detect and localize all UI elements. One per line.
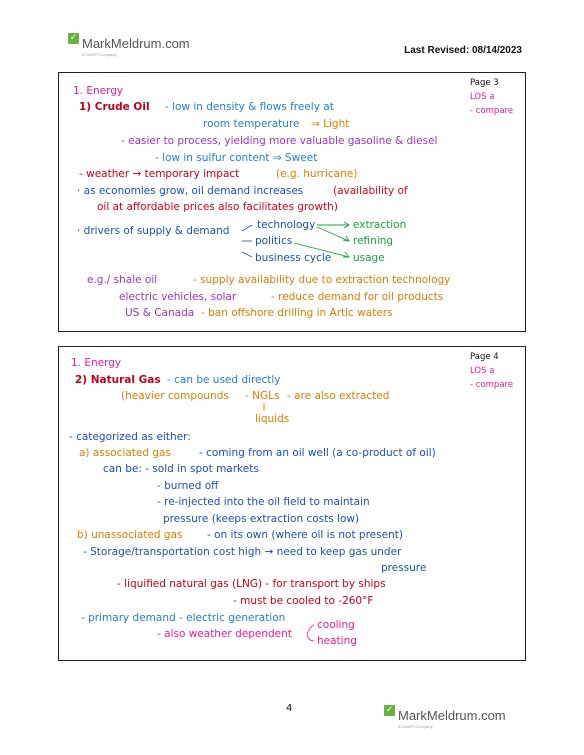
- logo-name: MarkMeldrum.com: [82, 36, 190, 51]
- branch-cooling: cooling: [317, 619, 355, 631]
- note-line: - primary demand - electric generation: [81, 612, 286, 624]
- note-line: b) unassociated gas: [77, 529, 183, 541]
- note-line: liquids: [255, 413, 290, 425]
- logo-name: MarkMeldrum.com: [398, 708, 506, 723]
- note-line: - Storage/transportation cost high → need to keep gas under: [83, 546, 402, 558]
- note-line: room temperature: [203, 118, 300, 130]
- branch-heating: heating: [317, 635, 357, 647]
- note-line: - on its own (where oil is not present): [207, 529, 403, 541]
- note-line: (availability of: [333, 185, 408, 197]
- note-line: - also weather dependent: [157, 628, 292, 640]
- check-icon: ✓: [69, 33, 78, 43]
- note-line: (heavier compounds: [121, 390, 229, 402]
- branch-politics: politics: [255, 235, 293, 247]
- note-line: - liquified natural gas (LNG) - for transport by ships: [117, 578, 386, 590]
- note-line: - re-injected into the oil field to maintain: [157, 496, 370, 508]
- note-line: - coming from an oil well (a co-product of oil): [199, 447, 436, 459]
- note-line: - supply availability due to extraction technology: [193, 274, 451, 286]
- page-label: Page 4: [470, 352, 499, 362]
- note-line: electric vehicles, solar: [119, 291, 237, 303]
- branch-extraction: extraction: [353, 219, 407, 231]
- note-line: - weather → temporary impact: [79, 168, 240, 180]
- branch-business-cycle: business cycle: [255, 252, 332, 264]
- note-line: - low in density & flows freely at: [165, 101, 334, 113]
- los-label: LOS a: [470, 92, 495, 102]
- section-heading: 1. Energy: [73, 85, 124, 97]
- compare-label: - compare: [470, 106, 514, 116]
- footer-logo: [384, 705, 506, 729]
- natural-gas-heading: 2) Natural Gas: [75, 374, 161, 386]
- note-line: · as economies grow, oil demand increases: [77, 185, 304, 197]
- brand-logo: [68, 33, 190, 57]
- note-line: oil at affordable prices also facilitates growth): [97, 201, 338, 213]
- note-line: - ban offshore drilling in Artic waters: [201, 307, 393, 319]
- note-line: - low in sulfur content ⇒ Sweet: [155, 152, 318, 164]
- note-line: pressure (keeps extraction costs low): [163, 513, 360, 525]
- note-line: - NGLs: [245, 390, 280, 402]
- branch-refining: refining: [353, 235, 394, 247]
- page-number: 4: [286, 703, 293, 714]
- compare-label: - compare: [470, 380, 514, 390]
- note-line: e.g./ shale oil: [87, 274, 158, 286]
- note-line: a) associated gas: [79, 447, 171, 459]
- note-line: - reduce demand for oil products: [271, 291, 444, 303]
- crude-oil-heading: 1) Crude Oil: [79, 101, 150, 113]
- note-line: ⇒ Light: [311, 118, 350, 130]
- note-line: pressure: [381, 562, 427, 574]
- note-box-page-3: [58, 72, 526, 332]
- note-line: - are also extracted: [287, 390, 390, 402]
- note-line: - burned off: [157, 480, 219, 492]
- note-line: - easier to process, yielding more valuable gasoline & diesel: [121, 135, 438, 147]
- note-line: (e.g. hurricane): [276, 168, 358, 180]
- check-icon: ✓: [385, 705, 394, 715]
- section-heading: 1. Energy: [71, 357, 122, 369]
- logo-tagline: A GenRT Company: [398, 724, 433, 729]
- note-line: can be: - sold in spot markets: [103, 463, 259, 475]
- note-box-page-4: [58, 346, 526, 661]
- note-line: US & Canada: [125, 307, 195, 319]
- note-line: - categorized as either:: [69, 431, 191, 443]
- branch-technology: technology: [257, 219, 316, 231]
- los-label: LOS a: [470, 366, 495, 376]
- last-revised: Last Revised: 08/14/2023: [404, 45, 522, 56]
- logo-tagline: A GenRT Company: [82, 52, 117, 57]
- note-line: · drivers of supply & demand: [77, 225, 230, 237]
- note-line: - must be cooled to -260°F: [233, 595, 374, 607]
- branch-usage: usage: [353, 252, 385, 264]
- page-label: Page 3: [470, 78, 499, 88]
- note-line: - can be used directly: [167, 374, 281, 386]
